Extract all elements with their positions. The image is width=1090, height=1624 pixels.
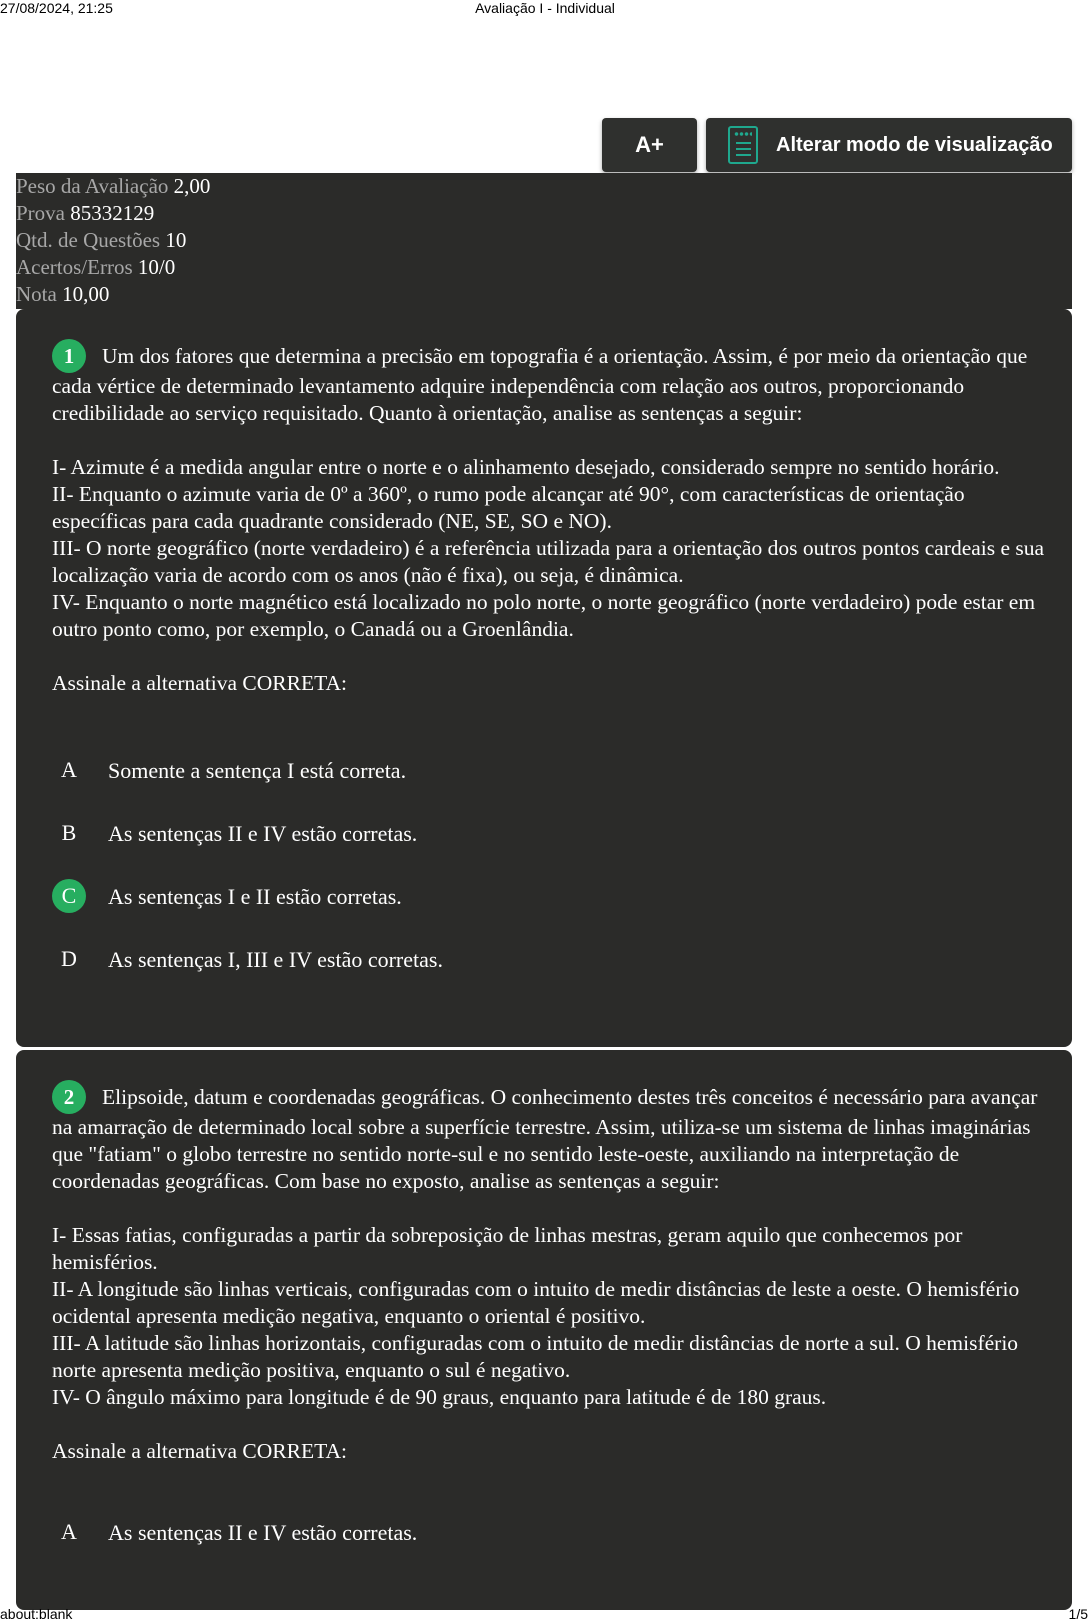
question-intro: 1 Um dos fatores que determina a precisão em topografia é a orientação. Assim, é por meio da orientação que cada vértice de determinado levantamento adquire independência com relação aos outros, proporcionando credibilidade ao serviço requisitado. Quanto à orientação, analise as sentenças a seguir: [52,339,1052,427]
question-number-badge: 1 [52,339,86,373]
toolbar [602,118,1072,172]
sentence: IV- Enquanto o norte magnético está localizado no polo norte, o norte geográfico (norte verdadeiro) pode estar em outro ponto como, por exemplo, o Canadá ou a Groenlândia. [52,590,1036,641]
sentence: II- Enquanto o azimute varia de 0º a 360º, o rumo pode alcançar até 90°, com características de orientação específicas para cada quadrante considerado (NE, SE, SO e NO). [52,482,965,533]
summary-value: 10/0 [137,255,176,279]
option-b[interactable] [52,813,1032,853]
print-footer [0,1606,1090,1624]
increase-font-button[interactable]: A+ [602,118,697,172]
question-sentences [52,454,1052,643]
print-date: 27/08/2024, 21:25 [0,0,113,16]
option-c-correct[interactable] [52,876,1032,916]
sentence: IV- O ângulo máximo para longitude é de 90 graus, enquanto para latitude é de 180 graus. [52,1385,827,1409]
print-title: Avaliação I - Individual [475,0,615,16]
print-page-number: 1/5 [1068,1606,1088,1622]
option-text: As sentenças II e IV estão corretas. [108,820,418,846]
sentence: II- A longitude são linhas verticais, configuradas com o intuito de medir distâncias de leste a oeste. O hemisfério ocidental apresenta medição negativa, enquanto o oriental é positivo. [52,1277,1020,1328]
question-number-badge: 2 [52,1080,86,1114]
option-a[interactable] [52,1512,1032,1552]
option-text: As sentenças II e IV estão corretas. [108,1519,418,1545]
option-text: As sentenças I e II estão corretas. [108,883,402,909]
option-text: Somente a sentença I está correta. [108,757,407,783]
summary-label: Nota [16,282,57,306]
question-intro: 2 Elipsoide, datum e coordenadas geográficas. O conhecimento destes três conceitos é necessário para avançar na amarração de determinado local sobre a superfície terrestre. Assim, utiliza-se um sistema de linhas imaginárias que "fatiam" o globo terrestre no sentido norte-sul e no sentido leste-oeste, auxiliando na interpretação de coordenadas geográficas. Com base no exposto, analise as sentenças a seguir: [52,1080,1052,1195]
option-letter: D [61,946,77,971]
summary-row-hits-misses [16,254,1072,281]
question-sentences [52,1222,1052,1411]
option-a[interactable] [52,750,1032,790]
question-body [52,339,1052,697]
summary-row-exam [16,200,1072,227]
summary-label: Qtd. de Questões [16,228,161,252]
summary-value: 10 [165,228,187,252]
question-card-2 [16,1050,1072,1610]
option-d[interactable] [52,939,1032,979]
question-prompt: Assinale a alternativa CORRETA: [52,1439,348,1463]
summary-label: Prova [16,201,65,225]
print-url: about:blank [0,1606,73,1622]
option-text: As sentenças I, III e IV estão corretas. [108,946,443,972]
summary-row-question-count [16,227,1072,254]
change-view-mode-label: Alterar modo de visualização [776,133,1053,156]
summary-label: Acertos/Erros [16,255,133,279]
option-letter: C [52,879,86,913]
question-body [52,1080,1052,1465]
question-prompt: Assinale a alternativa CORRETA: [52,671,348,695]
option-letter: A [61,1519,77,1544]
summary-label: Peso da Avaliação [16,174,169,198]
sentence: III- A latitude são linhas horizontais, configuradas com o intuito de medir distâncias de norte a sul. O hemisfério norte apresenta medição positiva, enquanto o sul é negativo. [52,1331,1019,1382]
summary-value: 2,00 [173,174,211,198]
exam-summary [16,173,1072,309]
print-header [0,0,1090,18]
summary-row-weight [16,173,1072,200]
question-card-1 [16,309,1072,1047]
option-letter: A [61,757,77,782]
document-icon [728,126,758,164]
sentence: I- Essas fatias, configuradas a partir da sobreposição de linhas mestras, geram aquilo que conhecemos por hemisférios. [52,1223,963,1274]
change-view-mode-button[interactable] [706,118,1072,172]
sentence: III- O norte geográfico (norte verdadeiro) é a referência utilizada para a orientação dos outros pontos cardeais e sua localização varia de acordo com os anos (não é fixa), ou seja, é dinâmica. [52,536,1045,587]
option-letter: B [61,820,77,845]
summary-value: 10,00 [62,282,110,306]
summary-row-grade [16,281,1072,308]
sentence: I- Azimute é a medida angular entre o norte e o alinhamento desejado, considerado sempre no sentido horário. [52,455,1000,479]
summary-value: 85332129 [70,201,155,225]
